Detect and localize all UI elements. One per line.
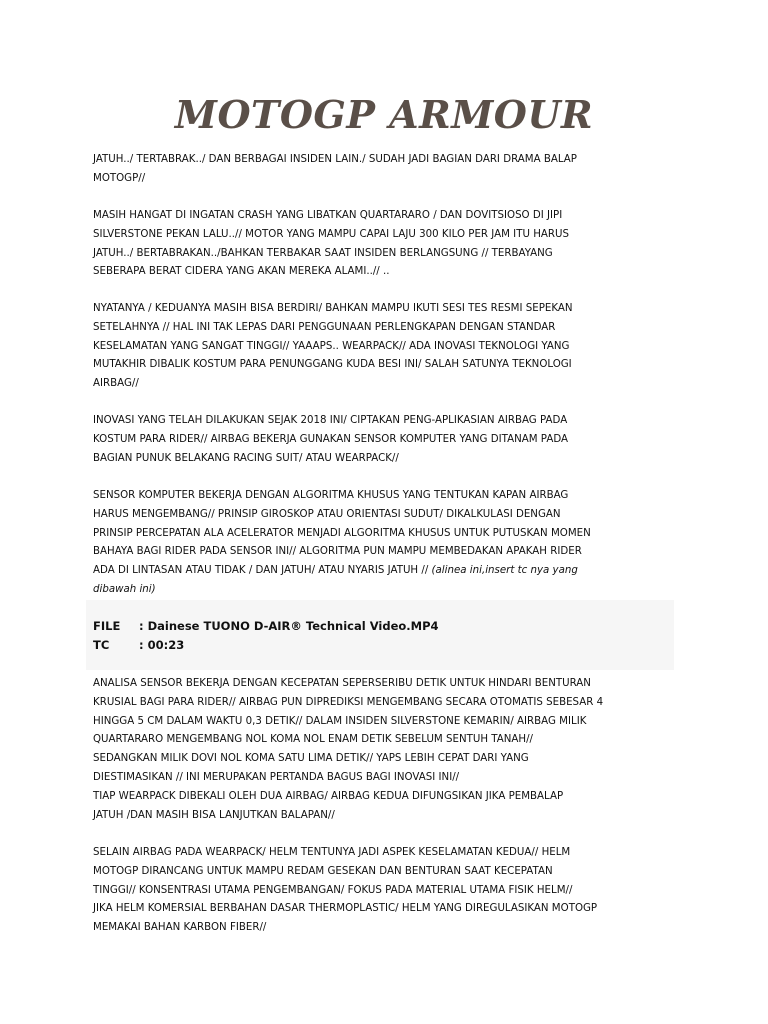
text-line: SETELAHNYA // HAL INI TAK LEPAS DARI PENGGUNAAN PERLENGKAPAN DENGAN STANDAR xyxy=(93,319,556,333)
text-line: MOTOGP// xyxy=(93,170,146,184)
text-line: PRINSIP PERCEPATAN ALA ACELERATOR MENJADI ALGORITMA KHUSUS UNTUK PUTUSKAN MOMEN xyxy=(93,525,591,539)
paragraph-1 xyxy=(93,150,651,188)
text-line: ANALISA SENSOR BEKERJA DENGAN KECEPATAN SEPERSERIBU DETIK UNTUK HINDARI BENTURAN xyxy=(93,676,591,689)
file-value: : Dainese TUONO D-AIR® Technical Video.MP4 xyxy=(139,619,439,633)
paragraph-2 xyxy=(93,206,651,281)
editor-note: (alinea ini,insert tc nya yang xyxy=(431,563,578,577)
text-line: KOSTUM PARA RIDER// AIRBAG BEKERJA GUNAKAN SENSOR KOMPUTER YANG DITANAM PADA xyxy=(93,431,569,445)
text-line: JATUH /DAN MASIH BISA LANJUTKAN BALAPAN// xyxy=(93,807,335,821)
tc-row xyxy=(93,638,184,652)
text-line: MUTAKHIR DIBALIK KOSTUM PARA PENUNGGANG KUDA BESI INI/ SALAH SATUNYA TEKNOLOGI xyxy=(93,357,572,371)
text-line: MEMAKAI BAHAN KARBON FIBER// xyxy=(93,920,267,934)
text-line: SEDANGKAN MILIK DOVI NOL KOMA SATU LIMA DETIK// YAPS LEBIH CEPAT DARI YANG xyxy=(93,751,529,765)
paragraph-3 xyxy=(93,299,651,393)
text-line: JIKA HELM KOMERSIAL BERBAHAN DASAR THERMOPLASTIC/ HELM YANG DIREGULASIKAN MOTOGP xyxy=(93,901,598,915)
paragraph-6 xyxy=(93,674,651,824)
text-line: JATUH../ BERTABRAKAN../BAHKAN TERBAKAR SAAT INSIDEN BERLANGSUNG // TERBAYANG xyxy=(93,245,553,259)
text-line: TINGGI// KONSENTRASI UTAMA PENGEMBANGAN/ FOKUS PADA MATERIAL UTAMA FISIK HELM// xyxy=(93,882,573,896)
text-line: HARUS MENGEMBANG// PRINSIP GIROSKOP ATAU ORIENTASI SUDUT/ DIKALKULASI DENGAN xyxy=(93,506,561,520)
file-row xyxy=(93,619,439,633)
text-line: SENSOR KOMPUTER BEKERJA DENGAN ALGORITMA KHUSUS YANG TENTUKAN KAPAN AIRBAG xyxy=(93,488,569,501)
text-line: MOTOGP DIRANCANG UNTUK MAMPU REDAM GESEKAN DAN BENTURAN SAAT KECEPATAN xyxy=(93,863,553,877)
file-info-box xyxy=(86,600,674,670)
tc-key: TC xyxy=(93,638,110,652)
file-key: FILE xyxy=(93,619,121,633)
text-line: SILVERSTONE PEKAN LALU..// MOTOR YANG MAMPU CAPAI LAJU 300 KILO PER JAM ITU HARUS xyxy=(93,226,569,240)
text-line: DIESTIMASIKAN // INI MERUPAKAN PERTANDA BAGUS BAGI INOVASI INI// xyxy=(93,769,460,783)
paragraph-7 xyxy=(93,843,651,937)
text-line: QUARTARARO MENGEMBANG NOL KOMA NOL ENAM DETIK SEBELUM SENTUH TANAH// xyxy=(93,732,533,746)
text-line: KRUSIAL BAGI PARA RIDER// AIRBAG PUN DIPREDIKSI MENGEMBANG SECARA OTOMATIS SEBESAR 4 xyxy=(93,694,604,708)
editor-note: dibawah ini) xyxy=(93,581,156,595)
text-line: TIAP WEARPACK DIBEKALI OLEH DUA AIRBAG/ AIRBAG KEDUA DIFUNGSIKAN JIKA PEMBALAP xyxy=(93,788,564,802)
text-segment: ADA DI LINTASAN ATAU TIDAK / DAN JATUH/ ATAU NYARIS JATUH // xyxy=(93,563,432,577)
paragraph-4 xyxy=(93,411,651,467)
tc-value: : 00:23 xyxy=(139,638,185,652)
text-line: SEBERAPA BERAT CIDERA YANG AKAN MEREKA ALAMI..// .. xyxy=(93,264,390,278)
text-line: MASIH HANGAT DI INGATAN CRASH YANG LIBATKAN QUARTARARO / DAN DOVITSIOSO DI JIPI xyxy=(93,208,563,221)
text-line: AIRBAG// xyxy=(93,376,139,390)
text-line xyxy=(93,561,651,580)
text-line: BAGIAN PUNUK BELAKANG RACING SUIT/ ATAU WEARPACK// xyxy=(93,450,399,464)
text-line: JATUH../ TERTABRAK../ DAN BERBAGAI INSIDEN LAIN./ SUDAH JADI BAGIAN DARI DRAMA BALAP xyxy=(93,152,577,165)
text-line: HINGGA 5 CM DALAM WAKTU 0,3 DETIK// DALAM INSIDEN SILVERSTONE KEMARIN/ AIRBAG MILIK xyxy=(93,713,587,727)
text-line: BAHAYA BAGI RIDER PADA SENSOR INI// ALGORITMA PUN MAMPU MEMBEDAKAN APAKAH RIDER xyxy=(93,544,582,558)
document-title: MOTOGP ARMOUR xyxy=(174,92,594,137)
text-line: KESELAMATAN YANG SANGAT TINGGI// YAAAPS.. WEARPACK// ADA INOVASI TEKNOLOGI YANG xyxy=(93,338,570,352)
text-line: INOVASI YANG TELAH DILAKUKAN SEJAK 2018 INI/ CIPTAKAN PENG-APLIKASIAN AIRBAG PADA xyxy=(93,413,568,426)
text-line: SELAIN AIRBAG PADA WEARPACK/ HELM TENTUNYA JADI ASPEK KESELAMATAN KEDUA// HELM xyxy=(93,845,571,858)
paragraph-5 xyxy=(93,486,651,599)
text-line: NYATANYA / KEDUANYA MASIH BISA BERDIRI/ BAHKAN MAMPU IKUTI SESI TES RESMI SEPEKAN xyxy=(93,301,573,314)
